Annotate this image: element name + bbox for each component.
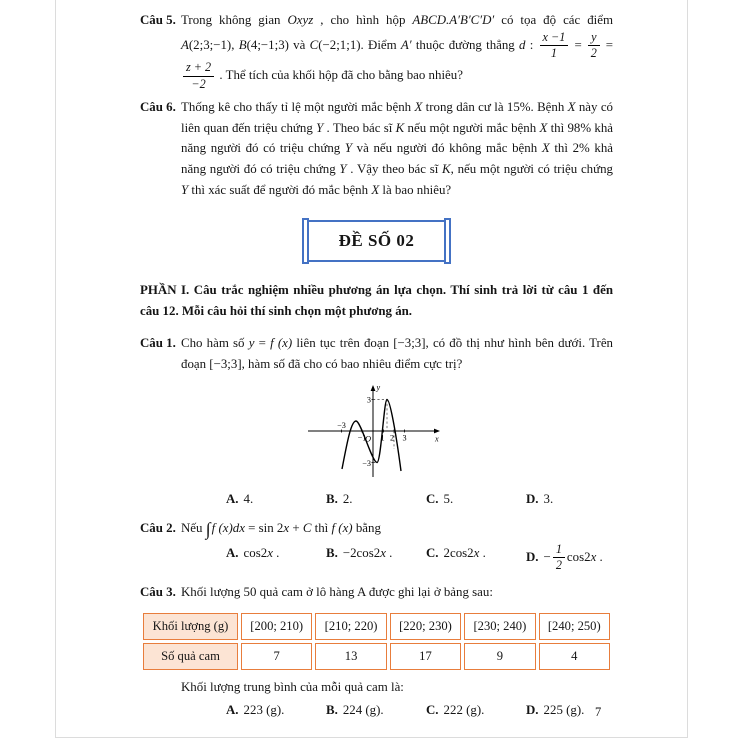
exam-title-banner [303,220,451,262]
table-header-cell: [220; 230) [390,613,461,640]
y-tick-minus-3: −3 [362,458,371,468]
option-d-letter: D. [526,549,539,564]
question-2-label: Câu 2. [140,521,176,536]
table-row-header: Số quả cam [143,643,238,670]
option-c [426,543,526,573]
question-1-text: Cho hàm số y = f (x) liên tục trên đoạn [−3;3], có đồ thị như hình bên dưới. Trên đoạn [−3;3], hàm số đã cho có bao nhiêu điểm cực trị? [181,336,613,371]
x-tick-2: 2 [389,433,395,443]
part-1-instructions: PHẦN I. Câu trắc nghiệm nhiều phương án lựa chọn. Thí sinh trả lời từ câu 1 đến câu 12. Mỗi câu hỏi thí sinh chọn một phương án. [140,283,613,318]
option-a-letter: A. [226,491,239,506]
option-c-value: 222 (g). [443,703,485,718]
option-c-letter: C. [426,703,439,718]
question-3-text: Khối lượng 50 quả cam ở lô hàng A được ghi lại ở bảng sau: [181,585,493,600]
option-d-value: 225 (g). [543,703,585,718]
option-b-value: 2. [342,491,353,506]
option-a-value: 4. [243,491,254,506]
option-b-letter: B. [326,491,338,506]
origin-label: O [365,434,371,444]
question-3-label: Câu 3. [140,585,176,600]
graph-axes [308,382,440,477]
table-header-cell: [210; 220) [315,613,386,640]
table-cell: 4 [539,643,610,670]
option-b [326,489,426,510]
table-cell: 9 [464,643,535,670]
option-d-value: − $\frac{1}{2}$ cos2x . [543,541,603,573]
option-d-letter: D. [526,491,539,506]
x-tick-3: 3 [402,433,407,443]
question-3-options [181,700,613,721]
y-axis-label: y [376,382,381,392]
table-cell: 7 [241,643,312,670]
option-d [526,543,603,573]
table-count-row [143,643,610,670]
x-axis-label: x [435,434,439,444]
option-c-letter: C. [426,491,439,506]
option-b-letter: B. [326,545,338,560]
question-5-text: Trong không gian Oxyz , cho hình hộp ABCD.A′B′C′D′ có tọa độ các điểm A(2;3;−1), B(4;−1;3) và C(−2;1;1). Điểm A′ thuộc đường thẳng d : $\frac{x -1}{1}$ = $\frac{y}{2}$ = $\frac{z + 2}{-2}$ . Thể tích của khối hộp đã cho bằng bao nhiêu? [181,13,614,91]
scroll-right-end [444,218,451,264]
scroll-left-end [302,218,309,264]
option-b-letter: B. [326,703,338,718]
option-a [226,543,326,573]
function-graph [300,381,445,481]
option-a-letter: A. [226,703,239,718]
table-cell: 13 [315,643,386,670]
question-5-label: Câu 5. [140,13,176,27]
table-header-row [143,613,610,640]
y-tick-3: 3 [366,395,371,405]
table-header-cell: [240; 250) [539,613,610,640]
question-1 [140,333,613,509]
table-cell: 17 [390,643,461,670]
x-tick-1: 1 [380,433,385,443]
question-1-label: Câu 1. [140,336,176,351]
table-header-cell: [230; 240) [464,613,535,640]
question-3 [140,582,613,721]
option-b-value: −2cos2x . [342,545,393,560]
option-c [426,489,526,510]
banner-row [140,220,613,262]
option-b [326,543,426,573]
x-tick-minus-1: −1 [357,433,367,443]
option-a [226,700,326,721]
option-d [526,489,553,510]
page-content [140,10,613,730]
question-1-figure [300,381,613,486]
question-2-options [181,543,613,573]
option-c-value: 2cos2x . [443,545,486,560]
option-a-value: cos2x . [243,545,280,560]
frequency-table [140,610,613,673]
question-5 [140,10,613,91]
option-a-value: 223 (g). [243,703,285,718]
question-2-text: Nếu ∫f (x)dx = sin 2x + C thì f (x) bằng [181,519,381,540]
table-header-cell: [200; 210) [241,613,312,640]
question-3-note: Khối lượng trung bình của mỗi quả cam là: [181,679,404,694]
table-header-cell: Khối lượng (g) [143,613,238,640]
option-b [326,700,426,721]
option-d-value: 3. [543,491,554,506]
exam-title: ĐỀ SỐ 02 [338,231,415,251]
question-6-text: Thống kê cho thấy tỉ lệ một người mắc bệnh X trong dân cư là 15%. Bệnh X này có liên quan đến triệu chứng Y . Theo bác sĩ K nếu một người mắc bệnh X thì 98% khả năng người đó có triệu chứng Y và nếu người đó không mắc bệnh X thì 2% khả năng người đó có triệu chứng Y . Vậy theo bác sĩ K, nếu một người có triệu chứng Y thì xác suất để người đó mắc bệnh X là bao nhiêu? [181,100,614,197]
option-a-letter: A. [226,545,239,560]
option-c-value: 5. [443,491,454,506]
question-6-label: Câu 6. [140,100,176,115]
option-c-letter: C. [426,545,439,560]
option-d [526,700,584,721]
question-2 [140,518,613,573]
option-a [226,489,326,510]
option-d-letter: D. [526,703,539,718]
x-tick-minus-3: −3 [337,420,346,430]
option-c [426,700,526,721]
page-number: 7 [595,705,602,719]
question-6 [140,97,613,200]
question-1-options [181,489,613,510]
option-b-value: 224 (g). [342,703,384,718]
